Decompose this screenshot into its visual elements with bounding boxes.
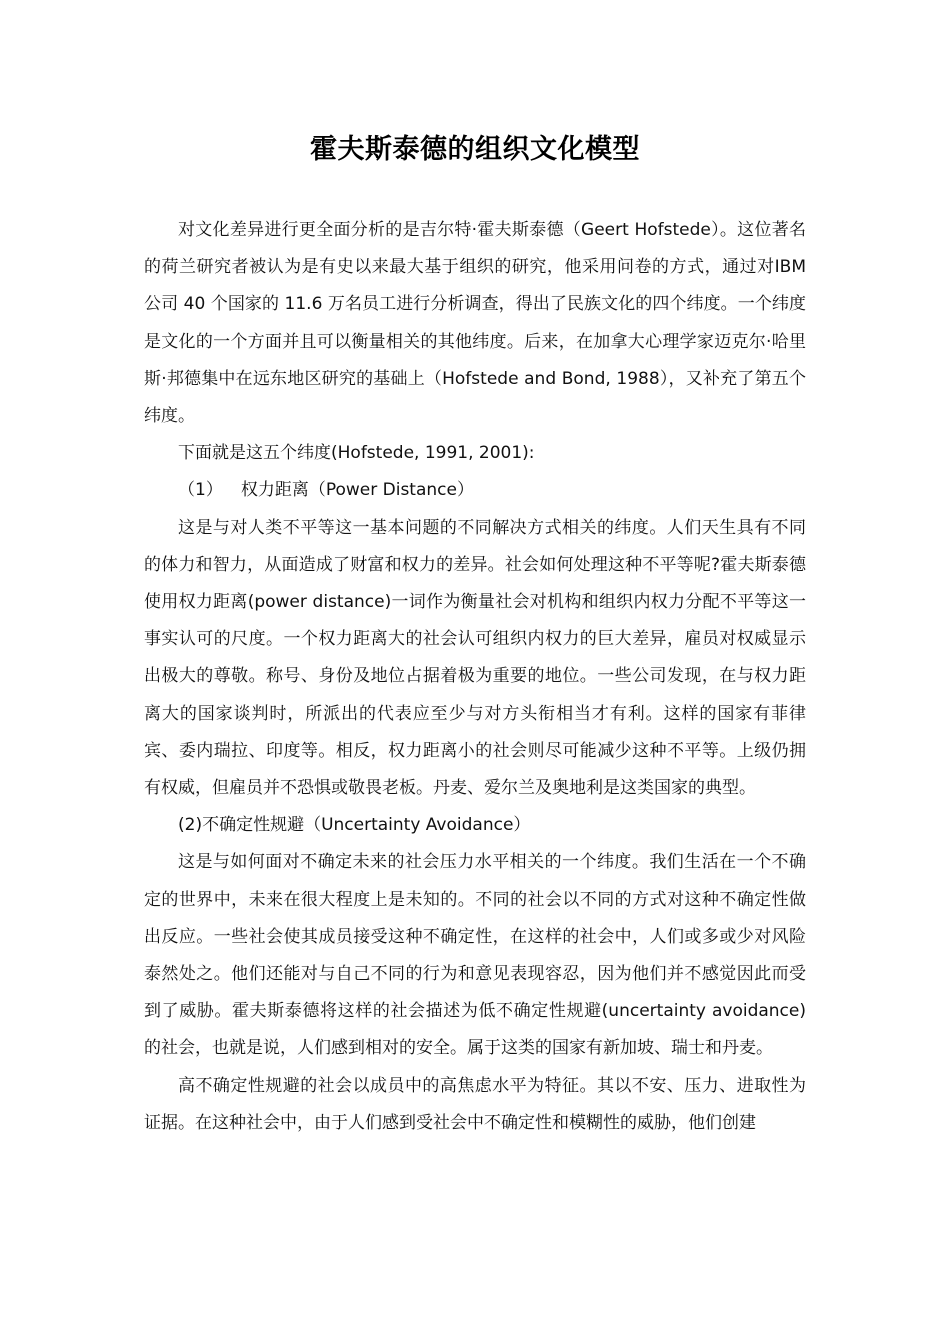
paragraph-intro: 对文化差异进行更全面分析的是吉尔特·霍夫斯泰德（Geert Hofstede）。这位著名的荷兰研究者被认为是有史以来最大基于组织的研究，他采用问卷的方式，通过对IBM 公司 40 个国家的 11.6 万名员工进行分析调查，得出了民族文化的四个纬度。一个纬度是文化的一个方面并且可以衡量相关的其他纬度。后来，在加拿大心理学家迈克尔·哈里斯·邦德集中在远东地区研究的基础上（Hofstede and Bond, 1988），又补充了第五个纬度。 — [144, 220, 806, 427]
section-heading-text: 权力距离（Power Distance） — [240, 480, 474, 501]
section-heading-uncertainty-avoidance: (2)不确定性规避（Uncertainty Avoidance） — [178, 815, 531, 836]
document-title: 霍夫斯泰德的组织文化模型 — [310, 134, 640, 165]
document-body — [144, 212, 806, 1142]
section-heading-power-distance — [144, 472, 806, 509]
paragraph-five-dimensions: 下面就是这五个纬度(Hofstede, 1991, 2001): — [178, 443, 535, 464]
section-number: （1） — [178, 480, 223, 501]
paragraph-uncertainty-high: 高不确定性规避的社会以成员中的高焦虑水平为特征。其以不安、压力、进取性为证据。在这种社会中，由于人们感到受社会中不确定性和模糊性的威胁，他们创建 — [144, 1075, 806, 1133]
paragraph-uncertainty-low: 这是与如何面对不确定未来的社会压力水平相关的一个纬度。我们生活在一个不确定的世界中，未来在很大程度上是未知的。不同的社会以不同的方式对这种不确定性做出反应。一些社会使其成员接受这种不确定性，在这样的社会中，人们或多或少对风险泰然处之。他们还能对与自己不同的行为和意见表现容忍，因为他们并不感觉因此而受到了威胁。霍夫斯泰德将这样的社会描述为低不确定性规避(uncertainty avoidance)的社会，也就是说，人们感到相对的安全。属于这类的国家有新加坡、瑞士和丹麦。 — [144, 852, 806, 1059]
paragraph-power-distance: 这是与对人类不平等这一基本问题的不同解决方式相关的纬度。人们天生具有不同的体力和智力，从面造成了财富和权力的差异。社会如何处理这种不平等呢?霍夫斯泰德使用权力距离(power distance)一词作为衡量社会对机构和组织内权力分配不平等这一事实认可的尺度。一个权力距离大的社会认可组织内权力的巨大差异，雇员对权威显示出极大的尊敬。称号、身份及地位占据着极为重要的地位。一些公司发现，在与权力距离大的国家谈判时，所派出的代表应至少与对方头衔相当才有利。这样的国家有菲律宾、委内瑞拉、印度等。相反，权力距离小的社会则尽可能减少这种不平等。上级仍拥有权威，但雇员并不恐惧或敬畏老板。丹麦、爱尔兰及奥地利是这类国家的典型。 — [144, 517, 806, 799]
